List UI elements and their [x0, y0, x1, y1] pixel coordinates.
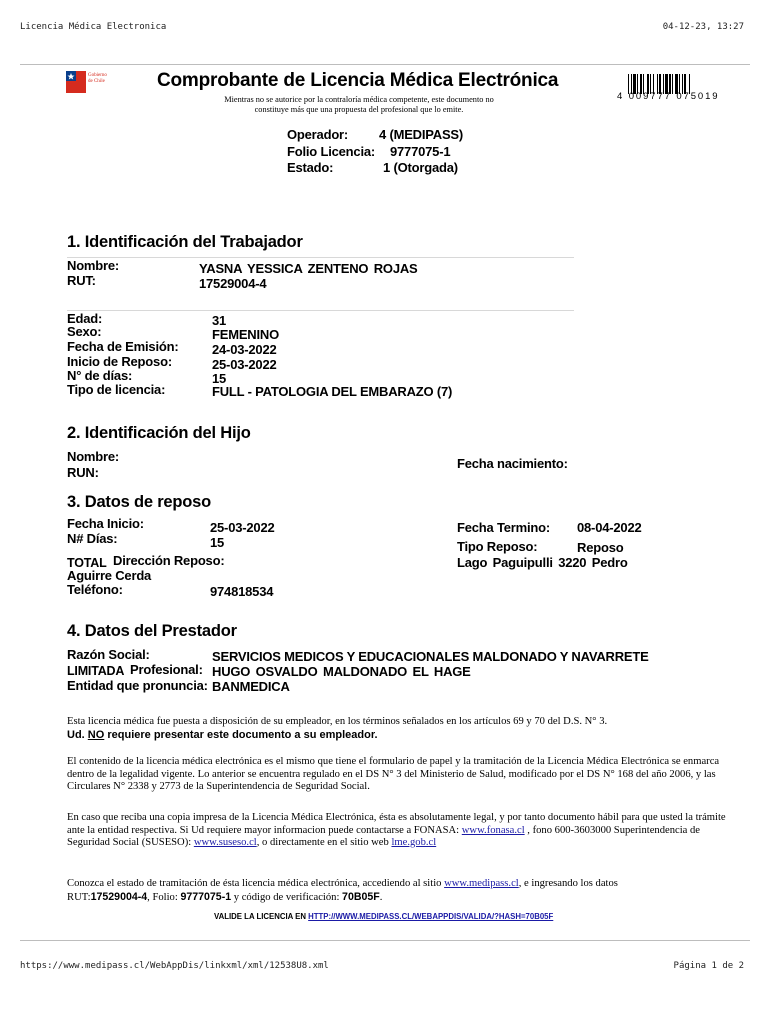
direccion-value-1: Lago Paguipulli 3220 Pedro — [457, 555, 628, 570]
entidad-value: BANMEDICA — [212, 679, 290, 694]
note-4-cod: 70B05F — [342, 890, 380, 903]
reposo-inicio-label: Fecha Inicio: — [67, 516, 144, 531]
note-no: NO — [87, 728, 105, 741]
reposo-dias-label: N# Días: — [67, 531, 118, 546]
note-4-rut-label: RUT: — [67, 891, 91, 903]
nombre-value: YASNA YESSICA ZENTENO ROJAS — [199, 261, 418, 276]
print-header-title: Licencia Médica Electronica — [20, 22, 167, 32]
telefono-label: Teléfono: — [67, 582, 123, 597]
note-4-end: . — [379, 891, 383, 903]
barcode-number: 4 009777 075019 — [617, 91, 720, 102]
suseso-link[interactable]: www.suseso.cl — [193, 837, 257, 848]
note-ud: Ud. — [67, 728, 85, 741]
folio-label: Folio Licencia: — [287, 144, 376, 159]
section4-heading: 4. Datos del Prestador — [67, 622, 237, 640]
direccion-value-2: Aguirre Cerda — [67, 568, 152, 583]
rut-value: 17529004-4 — [199, 276, 267, 291]
note-4-folio: 9777075-1 — [180, 890, 232, 903]
direccion-label: Dirección Reposo: — [113, 553, 225, 568]
emision-label: Fecha de Emisión: — [67, 339, 179, 354]
profesional-value: HUGO OSVALDO MALDONADO EL HAGE — [212, 664, 471, 679]
lme-link[interactable]: lme.gob.cl — [391, 837, 437, 848]
note-3-c: , o directamente en el sitio web — [256, 837, 389, 848]
note-paragraph-4 — [67, 878, 731, 904]
document-subtitle — [150, 95, 568, 114]
gobierno-logo — [66, 71, 110, 113]
section2-heading: 2. Identificación del Hijo — [67, 424, 251, 442]
note-4-rut: 17529004-4 — [90, 890, 148, 903]
valide-label: VALIDE LA LICENCIA EN — [214, 912, 306, 921]
note-paragraph-3 — [67, 812, 731, 850]
sexo-value: FEMENINO — [212, 327, 280, 342]
section1-heading: 1. Identificación del Trabajador — [67, 233, 303, 251]
note-paragraph-1 — [67, 716, 717, 741]
operador-value: 4 (MEDIPASS) — [379, 127, 464, 142]
note-1-line-1: Esta licencia médica fue puesta a disposición de su empleador, en los términos señalados en los artículos 69 y 70 del D.S. N° 3. — [67, 716, 608, 727]
termino-label: Fecha Termino: — [457, 520, 551, 535]
note-3-a: En caso que reciba una copia impresa de la Licencia Médica Electrónica, ésta es absolutamente legal, y por tanto documento hábil para que usted la trámite ante la entidad respectiva. Si Ud requiere mayor informacion puede contactarse a FONASA: — [67, 812, 726, 836]
tipo-reposo-label: Tipo Reposo: — [457, 539, 538, 554]
note-4-folio-label: , Folio: — [147, 891, 178, 903]
operador-label: Operador: — [287, 127, 349, 142]
entidad-label: Entidad que pronuncia: — [67, 678, 208, 693]
note-3-b: , fono 600-3603000 Superintendencia de Seguridad Social (SUSESO): — [67, 824, 700, 848]
telefono-value: 974818534 — [210, 584, 274, 599]
note-4-a: Conozca el estado de tramitación de ésta licencia médica electrónica, accediendo al sitio — [67, 878, 442, 889]
estado-value: 1 (Otorgada) — [383, 160, 458, 175]
total-label: TOTAL — [67, 556, 107, 570]
inicio-reposo-value: 25-03-2022 — [212, 357, 277, 372]
hijo-nombre-label: Nombre: — [67, 449, 120, 464]
valide-line — [214, 912, 553, 921]
note-paragraph-2: El contenido de la licencia médica electrónica es el mismo que tiene el formulario de papel y la tramitación de la Licencia Médica Electrónica se enmarca dentro de la legalidad vigente. Lo anterior se encuentra regulado en el DS N° 3 del Ministerio de Salud, modificado por el DS N° 168 del año 2006, y las Circulares N° 2338 y 2773 de la Superintendencia de Seguridad Social. — [67, 756, 720, 792]
nombre-label: Nombre: — [67, 258, 120, 273]
note-4-b: , e ingresando los datos — [518, 878, 618, 889]
bottom-border — [20, 940, 750, 941]
razon-value-2: LIMITADA — [67, 664, 125, 678]
print-footer-url: https://www.medipass.cl/WebAppDis/linkxml/xml/12538U8.xml — [20, 961, 329, 971]
note-1-line-2 — [67, 729, 717, 742]
rut-label: RUT: — [67, 273, 96, 288]
note-rest: requiere presentar este documento a su empleador. — [107, 728, 378, 741]
dias-label: N° de días: — [67, 368, 133, 383]
razon-value-1: SERVICIOS MEDICOS Y EDUCACIONALES MALDONADO Y NAVARRETE — [212, 649, 649, 664]
document-title: Comprobante de Licencia Médica Electrónica — [157, 70, 559, 91]
reposo-inicio-value: 25-03-2022 — [210, 520, 275, 535]
sexo-label: Sexo: — [67, 324, 102, 339]
section3-heading: 3. Datos de reposo — [67, 493, 212, 511]
dias-value: 15 — [212, 371, 227, 386]
section1-rule-2 — [67, 310, 574, 311]
top-border — [20, 64, 750, 65]
hijo-run-label: RUN: — [67, 465, 99, 480]
section1-rule-1 — [67, 257, 574, 258]
note-4-cod-label: y código de verificación: — [233, 891, 340, 903]
print-footer-page: Página 1 de 2 — [673, 961, 744, 971]
tipo-reposo-value: Reposo — [577, 540, 624, 555]
valide-link[interactable]: HTTP://WWW.MEDIPASS.CL/WEBAPPDIS/VALIDA/?HASH=70B05F — [308, 912, 554, 921]
tipo-licencia-value: FULL - PATOLOGIA DEL EMBARAZO (7) — [212, 384, 453, 399]
emision-value: 24-03-2022 — [212, 342, 277, 357]
reposo-dias-value: 15 — [210, 535, 225, 550]
medipass-link[interactable]: www.medipass.cl — [444, 878, 519, 889]
inicio-reposo-label: Inicio de Reposo: — [67, 354, 172, 369]
hijo-nacimiento-label: Fecha nacimiento: — [457, 456, 568, 471]
profesional-label: Profesional: — [130, 662, 203, 677]
fonasa-link[interactable]: www.fonasa.cl — [461, 824, 525, 836]
edad-label: Edad: — [67, 311, 103, 326]
logo-text-2: de Chile — [88, 78, 105, 84]
subtitle-line-2: constituye más que una propuesta del profesional que lo emite. — [254, 104, 464, 114]
termino-value: 08-04-2022 — [577, 520, 642, 535]
estado-label: Estado: — [287, 160, 334, 175]
tipo-licencia-label: Tipo de licencia: — [67, 382, 166, 397]
razon-label: Razón Social: — [67, 647, 150, 662]
edad-value: 31 — [212, 313, 227, 328]
folio-value: 9777075-1 — [390, 144, 451, 159]
subtitle-line-1: Mientras no se autorice por la contraloría médica competente, este documento no — [224, 95, 494, 104]
logo-text-1: Gobierno — [88, 73, 107, 78]
print-header-datetime: 04-12-23, 13:27 — [662, 22, 744, 32]
